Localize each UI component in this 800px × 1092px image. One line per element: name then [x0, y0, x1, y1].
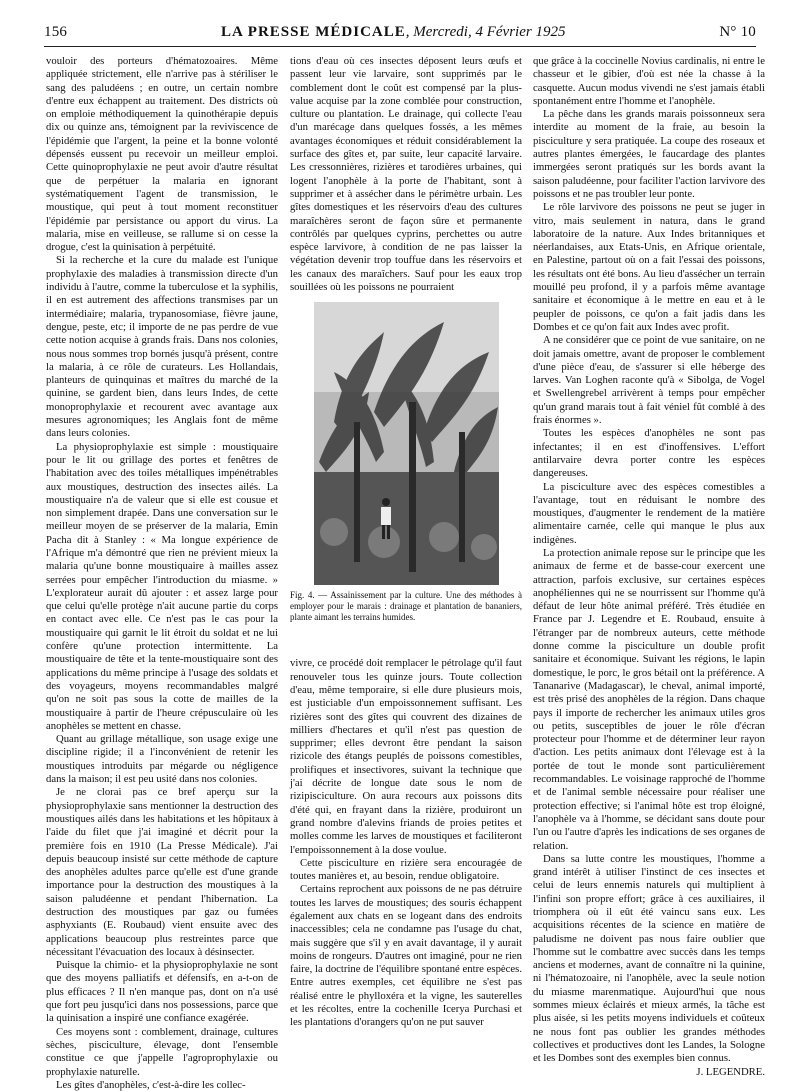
- paragraph: La pêche dans les grands marais poissonneux sera interdite au moment de la fraie, au besoin la pisciculture y sera pratiquée. La coupe des roseaux et autres plantes émergées, le faucardage des plantes immergées seront pratiqués sur les bords avant la saison paludéenne, pour faciliter l'action larvivore des poissons et ne pas troubler leur ponte.: [533, 108, 765, 200]
- paragraph: vouloir des porteurs d'hématozoaires. Même appliquée strictement, elle n'arrive pas à stériliser le sang des paludéens ; en outre, un certain nombre d'entre eux échappent au traitement. Des districts où on emploie méthodiquement la quinothérapie depuis dix ou quinze ans, témoignent par la reviviscence de l'épidémie que l'argent, la peine et la bonne volonté dépensés eussent pu recevoir un meilleur emploi. Cette quinoprophylaxie ne peut avoir d'autre résultat que de perpétuer la malaria en ignorant systématiquement l'agent de transmission, le moustique, qui peut à tout moment reconstituer l'épidémie par persistance ou apport du virus. La malaria, mise en veilleuse, se rallume si on cesse la drogue, c'est la quinisation à perpétuité.: [46, 55, 278, 254]
- paragraph: A ne considérer que ce point de vue sanitaire, on ne doit jamais omettre, avant de proposer le comblement d'une pièce d'eau, de s'assurer si elle héberge des larves. Van Loghen raconte qu'à « Sibolga, de Vogel et Swellengrebel arrivèrent à temps pour empêcher qu'un grand marais tout à fait véniel fût comblé à des frais énormes ».: [533, 334, 765, 427]
- issue-date: , Mercredi, 4 Février 1925: [405, 24, 566, 40]
- paragraph: Toutes les espèces d'anophèles ne sont pas infectantes; il en est d'inoffensives. L'effort antilarvaire devra porter contre les espèces dangereuses.: [533, 427, 765, 480]
- paragraph: Puisque la chimio- et la physioprophylaxie ne sont que des moyens palliatifs et défensifs, en a-t-on de plus efficaces ? Il n'en manque pas, dont on n'a usé que fort peu jusqu'ici dans nos possessions, parce que la quinisation a inspiré une confiance exagérée.: [46, 959, 278, 1025]
- paragraph: La physioprophylaxie est simple : moustiquaire pour le lit ou grillage des portes et fenêtres de l'habitation avec des toiles métalliques impénétrables aux moustiques, destruction des insectes ailés. La moustiquaire n'a de valeur que si elle est cousue et non simplement drapée. Dans une conversation sur le meilleur moyen de se préserver de la malaria, Emin Pacha dit à Stanley : « Ma longue expérience de l'Afrique m'a démontré que rien ne prévient mieux la malaria qu'une bonne moustiquaire à mailles assez serrées pour empêcher l'introduction du miasme. » L'explorateur aurait dû ajouter : et assez large pour que celui qu'elle protège n'ait aucune partie du corps en contact avec elle. Ce n'est pas le cas pour la moustiquaire qui garnit le lit étroit du soldat et ne lui confère qu'une protection intermittente. La moustiquaire de tête et la tente-moustiquaire sont des applications du même principe à l'usage des soldats et des voyageurs, moyens recommandables malgré qu'on ne soit pas sous la cotte de mailles de la moustiquaire à partir de l'heure crépusculaire où les anophèles se mettent en chasse.: [46, 440, 278, 732]
- issue-number: N° 10: [719, 24, 756, 40]
- paragraph: Cette pisciculture en rizière sera encouragée de toutes manières et, au besoin, rendue obligatoire.: [290, 856, 522, 883]
- paragraph: La protection animale repose sur le principe que les animaux de ferme et de basse-cour exercent une attraction, parfois exclusive, sur certaines espèces anophéliennes qui ne se nourrissent sur l'homme qu'à défaut de leur hôte animal préféré. Très étudiée en France par J. Legendre et E. Roubaud, ensuite à l'étranger par de nombreux auteurs, cette méthode donne comme la pisciculture un double profit sanitaire et économique. Suivant les régions, le lapin domestique, le porc, le gros bétail ont la préférence. A Tananarive (Madagascar), le cheval, animal importé, est très prisé des anophèles de la région. Dans chaque pays il importe de rechercher les animaux utiles gros ou petits, susceptibles de jouer le rôle d'écran protecteur pour l'homme et de déterminer leur rayon d'action. Les petits animaux dont l'élevage est à la portée de tout le monde sont particulièrement recommandables. Le voisinage rapproché de l'homme et de l'animal semble nécessaire pour réaliser une protection effective; si l'animal hôte est trop éloigné, l'anophèle va à l'homme, se décidant sans doute pour l'un ou l'autre d'après les indications de ses organes de relation.: [533, 546, 765, 852]
- paragraph: que grâce à la coccinelle Novius cardinalis, ni entre le chasseur et le gibier, d'où est née la chasse à la casquette. Aucun modus vivendi ne s'est jamais établi spontanément entre l'homme et l'anophèle.: [533, 55, 765, 107]
- paragraph: La pisciculture avec des espèces comestibles a l'avantage, tout en réduisant le nombre des moustiques, d'augmenter le rendement de la matière alimentaire carnée, celle qui manque le plus aux indigènes.: [533, 480, 765, 546]
- author-signature: J. LEGENDRE.: [696, 1065, 765, 1078]
- paragraph: vivre, ce procédé doit remplacer le pétrolage qu'il faut renouveler tous les quinze jours. Toute collection d'eau, même temporaire, si elle dure plusieurs mois, est justiciable d'un empoissonnement suffisant. Les rizières sont des gîtes qui couvrent des dizaines de milliers d'hectares et qu'il n'est pas question de supprimer; elles devront être pendant la saison rizicole des étangs peuplés de poissons comestibles, prolifiques et insectivores, suivant la technique que j'ai décrite de longue date sous le nom de rizipisciculture. On aura recours aux poissons dits d'été qui, en frayant dans la rizière, produiront un grand nombre d'alevins friands de proies petites et molles comme les larves de moustiques et faciliteront l'empoissonnement à la dose voulue.: [290, 657, 522, 856]
- column-1: [46, 55, 278, 1091]
- figure-4: [290, 298, 522, 653]
- column-3: [533, 55, 765, 1078]
- page-header: [44, 24, 756, 47]
- paragraph: Ces moyens sont : comblement, drainage, cultures sèches, pisciculture, élevage, dont l'ensemble constitue ce que j'appelle l'agroprophylaxie ou prophylaxie naturelle.: [46, 1025, 278, 1078]
- banana-plantation-photo: [314, 302, 499, 585]
- paragraph: tions d'eau où ces insectes déposent leurs œufs et passent leur vie larvaire, sont supprimés par le comblement dont le coût est compensé par la plus-value acquise par la zone comblée pour construction, culture ou plantation. Le drainage, qui collecte l'eau d'un marécage dans quelques fossés, a les mêmes avantages économiques et réduit considérablement la surface des gîtes et, par suite, leur capacité larvaire. Les cressonnières, rizières et tarodières urbaines, qui logent l'anophèle à la porte de l'habitant, sont à supprimer et à assécher dans le périmètre urbain. Les gîtes domestiques et les réservoirs d'eau des cultures maraîchères seront de façon sûre et permanente contrôlés par quelques cyprins, perchettes ou autre espèce larvivore, à condition de ne pas laisser la végétation devenir trop touffue dans les réservoirs et les canaux des maraîchers. Sauf pour les eaux trop souillées où les poissons ne pourraient: [290, 55, 522, 294]
- paragraph: Les gîtes d'anophèles, c'est-à-dire les collec-: [56, 1078, 246, 1091]
- column-2: [290, 55, 522, 1074]
- paragraph: Certains reprochent aux poissons de ne pas détruire toutes les larves de moustiques; des souris échappent également aux chats en se logeant dans des endroits inaccessibles; cela ne condamne pas l'usage du chat, mais suggère que s'il y en avait davantage, il y aurait moins de rongeurs. D'autres ont imaginé, pour ne rien faire, la doctrine de l'équilibre spontané entre espèces. Entre autres exemples, cet équilibre ne s'est pas réalisé entre le phylloxéra et la vigne, les sauterelles et les récoltes, entre la cochenille Icerya Purchasi et les plantations d'orangers qu'on ne put sauver: [290, 883, 522, 1029]
- paragraph: Si la recherche et la cure du malade est l'unique prophylaxie des maladies à transmission directe d'un individu à l'autre, comme la tuberculose et la syphilis, il en est autrement des affections transmises par un intermédiaire; malaria, trypanosomiase, fièvre jaune, dengue, peste, etc; il importe de ne pas perdre de vue cette notion acquise à grands frais. Dans nos colonies, nous nous sommes trop bornés jusqu'à présent, contre la malaria, à ce rôle de curateurs. Les Hollandais, planteurs de quinquinas et maîtres du marché de la quinine, se gardent bien, dans leurs Indes, de cette monoprophylaxie et recourent avec avantage aux mesures agronomiques; les Anglais font de même dans leurs colonies.: [46, 254, 278, 440]
- figure-caption: Fig. 4. — Assainissement par la culture. Une des méthodes à employer pour le marais : drainage et plantation de bananiers, plante aimant les terrains humides.: [290, 590, 522, 623]
- journal-title: LA PRESSE MÉDICALE, Mercredi, 4 Février 1925: [221, 24, 566, 40]
- paragraph: Le rôle larvivore des poissons ne peut se juger in vitro, mais seulement in natura, dans le grand laboratoire de la nature. Aux Indes britanniques et néerlandaises, aux Etats-Unis, en Afrique orientale, en Palestine, partout où on a fait l'essai des poissons, les résultats ont été bons. Au lieu d'assécher un terrain mouillé peu profond, il y a parfois même avantage sanitaire et économique à le mettre en eau et à le peupler de poissons, ce qu'on a fait jadis dans les Dombes et ce qu'on fait aux Indes avec profit.: [533, 201, 765, 333]
- paragraph: Dans sa lutte contre les moustiques, l'homme a grand intérêt à utiliser l'instinct de ces insectes et celui de leurs ennemis naturels qui multiplient à l'infini son propre effort; grâce à ces auxiliaires, il triomphera où il eût été vaincu sans eux. Les acquisitions récentes de la science en matière de paludisme ne doivent pas nous faire oublier que l'homme sut le combattre avec succès dans les temps anciens et modernes, avant de connaître ni la quinine, ni l'hématozoaire, ni l'anophèle, avec la seule notion du miasme marenmatique. Aujourd'hui que nous sommes mieux éclairés et mieux armés, la tâche est plus aisée, si les petits moyens individuels et coûteux ne nous font pas oublier les grandes méthodes collectives et productives dont les Landes, la Sologne et les Dombes sont des exemples bien connus.: [533, 852, 765, 1065]
- banana-plants-illustration: [314, 302, 499, 585]
- paragraph: Je ne clorai pas ce bref aperçu sur la physioprophylaxie sans mentionner la destruction des moustiques ailés dans les habitations et les hôpitaux à l'aide du filet que j'ai imaginé et décrit pour la première fois en 1910 (La Presse Médicale). J'ai depuis beaucoup insisté sur cette méthode de capture des anophèles adultes parce qu'elle est d'une grande importance pour la destruction des moustiques à la saison paludéenne et pendant l'hibernation. La destruction des moustiques par gaz ou fumées asphyxiants (E. Roubaud) vient ensuite avec des applications beaucoup plus restreintes parce que nécessitant l'évacuation des locaux à désinsecter.: [46, 786, 278, 958]
- page-number: 156: [44, 24, 68, 40]
- paragraph: Quant au grillage métallique, son usage exige une discipline rigide; il a l'inconvénient de retenir les moustiques introduits par mégarde ou négligence dans la maison; il est peu usité dans nos colonies.: [46, 733, 278, 786]
